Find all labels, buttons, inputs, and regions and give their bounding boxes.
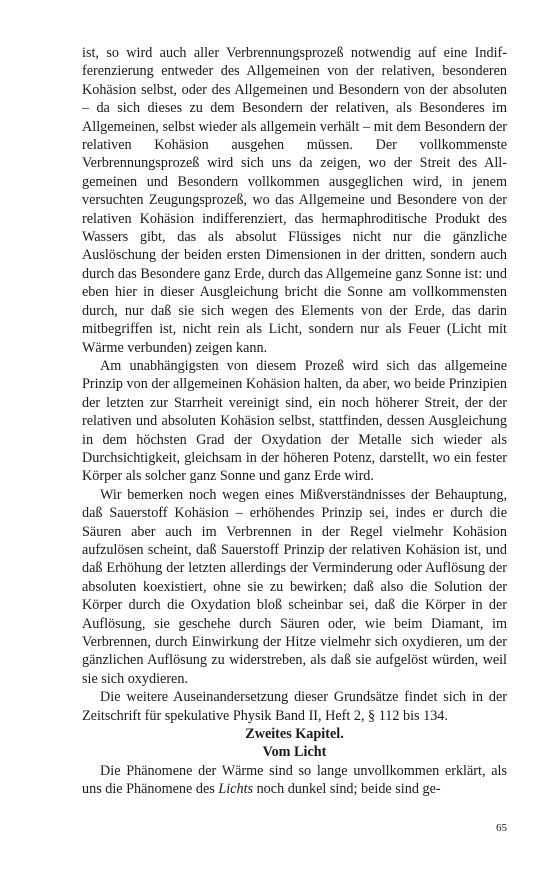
- paragraph-3: Wir bemerken noch wegen eines Mißverständnisses der Behauptung, daß Sauerstoff Kohäsion – erhöhendes Prinzip sei, indes er durch die Säuren aber auch im Verbrennen in der Regel vielmehr Kohäsion aufzulösen scheint, daß Sauerstoff Prinzip der relativen Kohäsion ist, und daß Erhöhung der letzten allerdings der Verminderung oder Auflösung der absoluten koexistiert, ohne sie zu bewirken; daß also die Solution der Körper durch die Oxydation bloß scheinbar sei, daß die Körper in der Auflösung, sie geschehe durch Säuren oder, wie beim Diamant, im Verbrennen, durch Einwirkung der Hitze vielmehr sich oxydieren, um der gänzlichen Auflösung zu widerstreben, als daß sie aufgelöst würden, weil sie sich oxydieren.: [82, 486, 507, 687]
- paragraph-5-emphasis: Lichts: [218, 781, 254, 798]
- paragraph-5-text-a: Die Phänomene der Wärme sind so lange unvollkommen erklärt, als uns die Phänomene des: [82, 762, 507, 798]
- chapter-number: Zweites Kapitel.: [245, 726, 344, 743]
- paragraph-1: ist, so wird auch aller Verbrennungsprozeß notwendig auf eine Indifferenzierung entweder des Allgemeinen von der relativen, besonderen Kohäsion selbst, oder des Allgemeinen und Besondern von der absoluten – da sich dieses zu dem Besondern der relativen, als Besonderes im Allgemeinen, selbst wieder als allgemein verhält – mit dem Besondern der relativen Kohäsion ausgehen müssen. Der vollkommenste Verbrennungsprozeß wird sich uns da zeigen, wo der Streit des Allgemeinen und Besondern vollkommen ausgeglichen wird, in jenem versuchten Zeugungsprozeß, wo das Allgemeine und Besondere von der relativen Kohäsion indifferenziert, das hermaphroditische Produkt des Wassers gibt, das als absolut Flüssiges nicht nur die gänzliche Auslöschung der beiden ersten Dimensionen in der dritten, sondern auch durch das Besondere ganz Erde, durch das Allgemeine ganz Sonne ist: und eben hier in dieser Ausgleichung bricht die Sonne am vollkommensten durch, nur daß sie sich wegen des Elements von der Erde, das darin mitbegriffen ist, nicht rein als Licht, sondern nur als Feuer (Licht mit Wärme verbunden) zeigen kann.: [82, 45, 507, 356]
- chapter-title: Vom Licht: [262, 744, 327, 761]
- paragraph-5: [82, 762, 507, 799]
- page-body: [82, 44, 507, 799]
- paragraph-4: Die weitere Auseinandersetzung dieser Grundsätze findet sich in der Zeitschrift für spekulative Physik Band II, Heft 2, § 112 bis 134.: [82, 689, 507, 724]
- paragraph-2: Am unabhängigsten von diesem Prozeß wird sich das allgemeine Prinzip von der allgemeinen Kohäsion halten, da aber, wo beide Prinzipien der letzten zur Starrheit vereinigt sind, ein noch höherer Streit, der der relativen und absoluten Kohäsion selbst, stattfinden, dessen Ausgleichung in dem höchsten Grad der Oxydation der Metalle sich wieder als Durchsichtigkeit, gleichsam in der höheren Potenz, darstellt, wo ein fester Körper als solcher ganz Sonne und ganz Erde wird.: [82, 357, 507, 485]
- paragraph-5-text-b: noch dunkel sind; beide sind ge-: [253, 781, 441, 798]
- page-number: 65: [496, 822, 507, 834]
